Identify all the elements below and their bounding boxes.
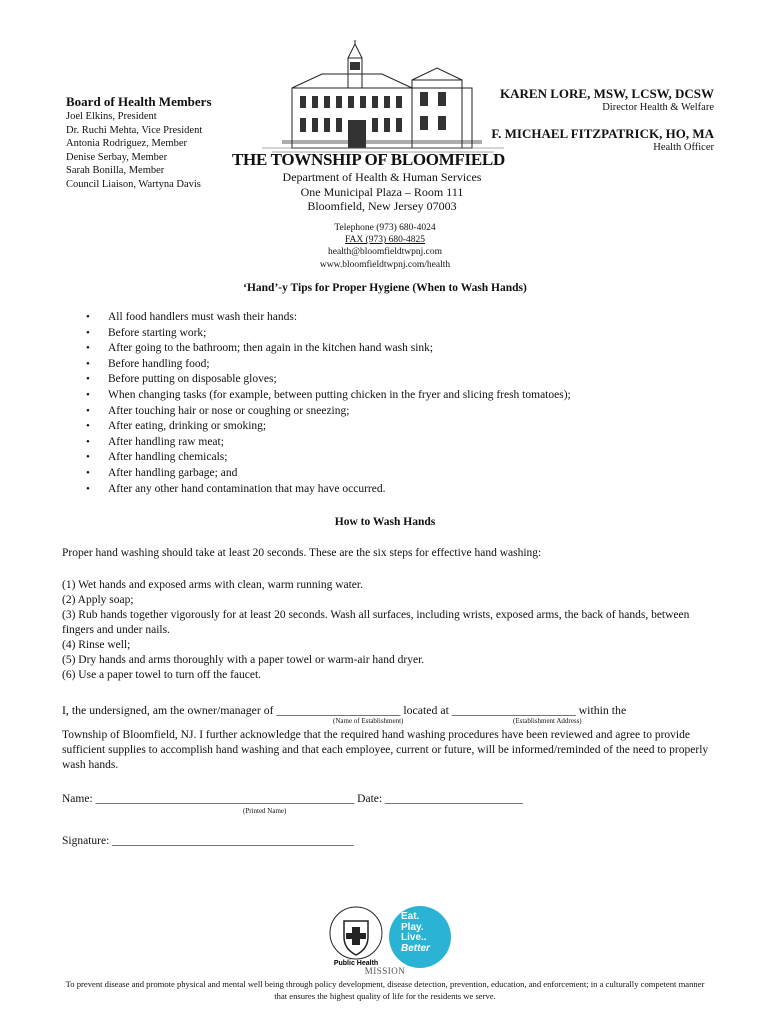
seal-caption: Public Health — [333, 960, 379, 967]
logo-line: Eat. — [401, 911, 420, 922]
how-to-title: How to Wash Hands — [334, 516, 436, 528]
step: (1) Wet hands and exposed arms with clean, warm running water. — [62, 579, 363, 591]
department-name: Department of Health & Human Services — [282, 170, 482, 184]
intro-paragraph: Proper hand washing should take at least 20 seconds. These are the six steps for effective hand washing: — [62, 547, 542, 559]
public-health-seal — [324, 903, 388, 967]
address-line-1: One Municipal Plaza – Room 111 — [300, 184, 464, 199]
list-item: • After eating, drinking or smoking; — [86, 419, 571, 435]
list-item: • After handling raw meat; — [86, 435, 571, 451]
list-item: • After going to the bathroom; then again in the kitchen hand wash sink; — [86, 341, 571, 357]
address-line-2: Bloomfield, New Jersey 07003 — [307, 199, 457, 213]
phone: Telephone (973) 680-4024 — [334, 223, 436, 233]
officer-health — [491, 126, 714, 153]
list-item: • After touching hair or nose or coughing or sneezing; — [86, 404, 571, 420]
mission-label: MISSION — [364, 966, 406, 976]
eat-play-live-better-logo — [389, 906, 451, 968]
list-item: • After handling chemicals; — [86, 450, 571, 466]
list-item: • Before putting on disposable gloves; — [86, 372, 571, 388]
board-member: Joel Elkins, President — [66, 111, 157, 122]
officer-director — [500, 86, 714, 113]
list-item: • After any other hand contamination that may have occurred. — [86, 482, 571, 498]
logo-line: Play. — [401, 921, 424, 933]
printed-name-label: (Printed Name) — [243, 807, 287, 815]
department-block — [232, 170, 532, 214]
list-item: • When changing tasks (for example, between putting chicken in the fryer and slicing fresh tomatoes); — [86, 388, 571, 404]
list-item: • All food handlers must wash their hands: — [86, 310, 571, 326]
board-members-list — [66, 110, 202, 192]
name-date-line[interactable]: Name: _____________________________________________ Date: ________________________ — [62, 793, 523, 805]
tips-title: ‘Hand’-y Tips for Proper Hygiene (When to Wash Hands) — [243, 282, 527, 294]
step: (5) Dry hands and arms thoroughly with a paper towel or warm-air hand dryer. — [62, 654, 425, 666]
steps-list — [62, 578, 712, 683]
town-hall-illustration — [262, 40, 504, 156]
logo-line: Live.. — [401, 932, 427, 943]
officer-role: Director Health & Welfare — [602, 102, 714, 113]
board-member: Council Liaison, Wartyna Davis — [66, 178, 201, 190]
township-title: THE TOWNSHIP OF BLOOMFIELD — [232, 150, 505, 169]
board-member: Antonia Rodriguez, Member — [66, 138, 188, 150]
step: (3) Rub hands together vigorously for at least 20 seconds. Wash all surfaces, including wrists, exposed arms, the back of hands, between fingers and under nails. — [62, 609, 690, 636]
board-member: Denise Serbay, Member — [66, 151, 168, 163]
step: (2) Apply soap; — [62, 594, 134, 606]
fax: FAX (973) 680-4825 — [344, 235, 426, 246]
declaration-body: Township of Bloomfield, NJ. I further acknowledge that the required hand washing procedures have been reviewed and agree to provide sufficient supplies to accomplish hand washing and that each employee, current or future, will be informed/reminded of the need to properly wash hands. — [62, 729, 709, 771]
board-title: Board of Health Members — [66, 94, 212, 109]
mission-text: To prevent disease and promote physical and mental well being through policy development, disease detection, prevention, education, and enforcement; in a culturally competent manner that ensures the highest quality of life for the residents we serve. — [65, 979, 705, 1001]
email-link[interactable]: health@bloomfieldtwpnj.com — [327, 247, 443, 258]
establishment-address-label: (Establishment Address) — [513, 717, 582, 725]
declaration-line: I, the undersigned, am the owner/manager of _____________________ located at _____________________ within the — [62, 703, 627, 717]
establishment-name-label: (Name of Establishment) — [333, 717, 404, 725]
signature-line[interactable]: Signature: __________________________________________ — [62, 835, 354, 847]
list-item: • Before starting work; — [86, 326, 571, 342]
logo-line: Better — [401, 942, 430, 954]
contact-block — [0, 222, 770, 271]
list-item: • After handling garbage; and — [86, 466, 571, 482]
step: (4) Rinse well; — [62, 639, 131, 651]
officer-name: F. MICHAEL FITZPATRICK, HO, MA — [491, 126, 714, 141]
board-member: Sarah Bonilla, Member — [66, 165, 165, 177]
board-member: Dr. Ruchi Mehta, Vice President — [66, 124, 203, 136]
step: (6) Use a paper towel to turn off the faucet. — [62, 669, 262, 681]
list-item: • Before handling food; — [86, 357, 571, 373]
tips-list — [86, 310, 571, 497]
website-link[interactable]: www.bloomfieldtwpnj.com/health — [319, 259, 451, 270]
officer-name: KAREN LORE, MSW, LCSW, DCSW — [500, 86, 714, 101]
officer-role: Health Officer — [653, 142, 714, 153]
